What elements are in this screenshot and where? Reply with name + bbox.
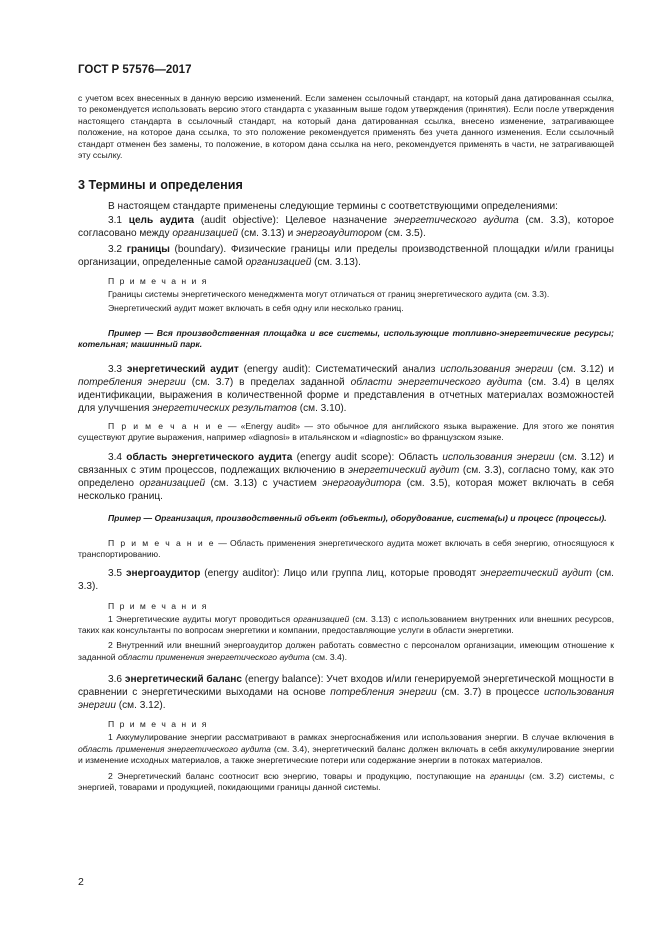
term-name: область энергетического аудита xyxy=(126,451,293,463)
note-text: Энергетический аудит может включать в себя одну или несколько границ. xyxy=(108,303,404,314)
term-3-5: 3.5 энергоаудитор (energy auditor): Лицо или группа лиц, которые проводят энергетический аудит (см. 3.3). xyxy=(78,568,614,593)
note-text: 1 Аккумулирование энергии рассматривают в рамках энергоснабжения или использования энергии. В случае включения в область применения энергетического аудита (см. 3.4), энергетический баланс должен включать в себя аккумулирование энергии и изменение исходных материалов, а также энергетические потери или содержание энергии в потоках материалов. xyxy=(78,732,614,766)
page-number: 2 xyxy=(78,876,84,888)
term-name: энергетический аудит xyxy=(126,363,239,375)
term-name: энергетический баланс xyxy=(124,674,242,686)
term-3-1: 3.1 цель аудита (audit objective): Целевое назначение энергетического аудита (см. 3.3), которое согласовано между организацией (см. 3.13) и энергоаудитором (см. 3.5). xyxy=(78,214,614,239)
note-text: 2 Внутренний или внешний энергоаудитор должен работать совместно с персоналом организации, имеющим отношение к заданной области применения энергетического аудита (см. 3.4). xyxy=(78,640,614,662)
term-name: энергоаудитор xyxy=(125,568,201,580)
page-content xyxy=(78,93,614,793)
term-3-6: 3.6 энергетический баланс (energy balance): Учет входов и/или генерируемой энергетической мощности в сравнении с энергетическими выходами на основе потребления энергии (см. 3.7) в процессе использования энергии (см. 3.12). xyxy=(78,674,615,712)
example-text: Пример — Организация, производственный объект (объекты), оборудование, система(ы) и процесс (процессы). xyxy=(108,513,607,524)
document-header: ГОСТ Р 57576—2017 xyxy=(78,64,192,76)
notes-label: П р и м е ч а н и я xyxy=(108,275,208,286)
section-title: 3 Термины и определения xyxy=(78,178,243,193)
term-3-3: 3.3 энергетический аудит (energy audit): Систематический анализ использования энергии (см. 3.12) и потребления энергии (см. 3.7) в пределах заданной области энергетического аудита (см. 3.4) в целях идентификации, выражения в количественной форме и представления в отчетных материалах возможностей для улучшения энергетических результатов (см. 3.10). xyxy=(78,363,614,414)
notes-label: П р и м е ч а н и я xyxy=(108,719,208,730)
note-text: Границы системы энергетического менеджмента могут отличаться от границ энергетического аудита (см. 3.3). xyxy=(108,288,550,299)
lead-paragraph: В настоящем стандарте применены следующие термины с соответствующими определениями: xyxy=(108,201,558,213)
example-text: Пример — Вся производственная площадка и все системы, использующие топливно-энергетические ресурсы; котельная; машинный парк. xyxy=(78,327,614,350)
intro-paragraph: с учетом всех внесенных в данную версию изменений. Если заменен ссылочный стандарт, на который дана датированная ссылка, то рекомендуется использовать версию этого стандарта с указанным выше годом утверждения (принятия). Если после утверждения настоящего стандарта в ссылочный стандарт, на который дана датированная ссылка, внесено изменение, затрагивающее положение, на которое дана ссылка, то это положение рекомендуется применять без учета данного изменения. Если ссылочный стандарт отменен без замены, то положение, в котором дана ссылка на него, рекомендуется применять в части, не затрагивающей эту ссылку. xyxy=(78,93,614,161)
term-3-4: 3.4 область энергетического аудита (energy audit scope): Область использования энергии (см. 3.12) и связанных с этим процессов, подлежащих включению в энергетический аудит (см. 3.3), согласно тому, как это определено организацией (см. 3.13) с участием энергоаудитора (см. 3.5), которая может включать в себя несколько границ. xyxy=(78,451,615,502)
note-text: 1 Энергетические аудиты могут проводиться организацией (см. 3.13) с использованием внутренних или внешних ресурсов, таких как консультанты по вопросам энергетики и компании, предоставляющие услуги в области энергетики. xyxy=(78,613,614,635)
term-3-2: 3.2 границы (boundary). Физические границы или пределы производственной площадки и/или границы организации, определенные самой организацией (см. 3.13). xyxy=(78,243,615,268)
note-text: П р и м е ч а н и е — «Energy audit» — это обычное для английского языка выражение. Для этого же понятия существуют другие выражения, например «diagnosi» в итальянском и «diagnostic» во французском языке. xyxy=(78,420,615,443)
term-name: границы xyxy=(126,243,170,255)
notes-label: П р и м е ч а н и я xyxy=(108,600,208,611)
term-name: цель аудита xyxy=(128,214,195,226)
note-text: 2 Энергетический баланс соотносит всю энергию, товары и продукцию, поступающие на границы (см. 3.2) системы, с энергией, товарами и продукцией, покидающими границы данной системы. xyxy=(78,770,615,793)
note-text: П р и м е ч а н и е — Область применения энергетического аудита может включать в себя энергию, относящуюся к транспортированию. xyxy=(78,537,615,559)
